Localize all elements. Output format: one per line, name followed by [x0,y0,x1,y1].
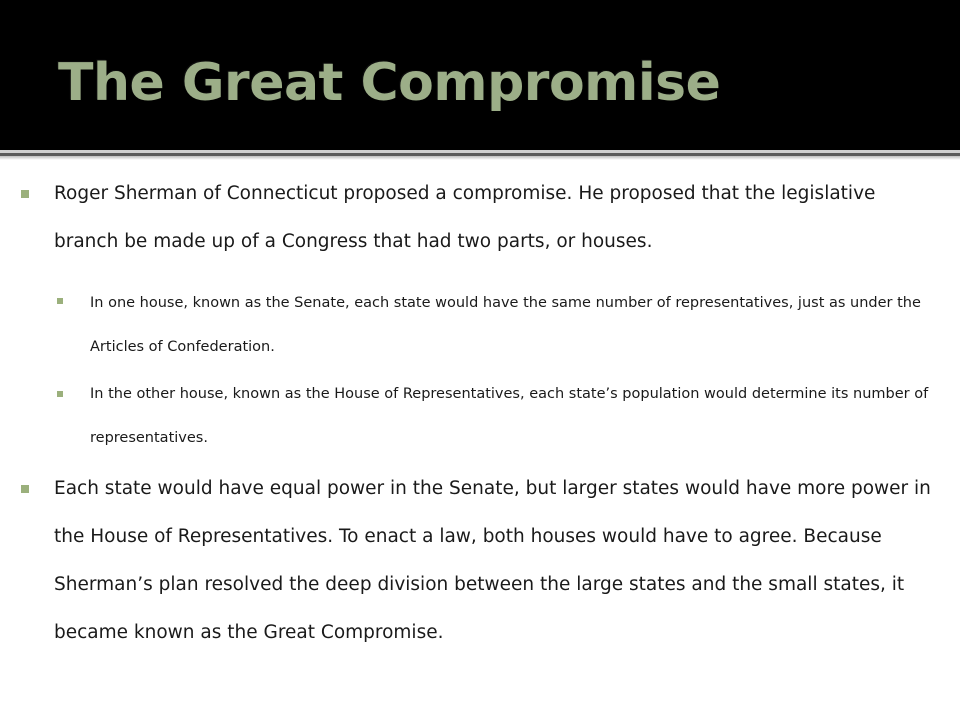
square-bullet-icon [57,391,63,397]
title-band [0,0,960,150]
square-bullet-icon [21,485,29,493]
slide-title: The Great Compromise [58,53,721,113]
square-bullet-icon [57,298,63,304]
bullet-text-2: In one house, known as the Senate, each state would have the same number of representatives, just as under the Articles of Confederation. [90,295,921,355]
bullet-text-3: In the other house, known as the House of Representatives, each state’s population would determine its number of representatives. [90,386,929,446]
square-bullet-icon [21,190,29,198]
title-divider-shadow [0,156,960,160]
bullet-text-4: Each state would have equal power in the Senate, but larger states would have more power in the House of Representatives. To enact a law, both houses would have to agree. Because Sherman’s plan resolved the deep division between the large states and the small states, it became known as the Great Compromise. [54,478,931,643]
bullet-text-1: Roger Sherman of Connecticut proposed a compromise. He proposed that the legislative branch be made up of a Congress that had two parts, or houses. [54,183,876,252]
